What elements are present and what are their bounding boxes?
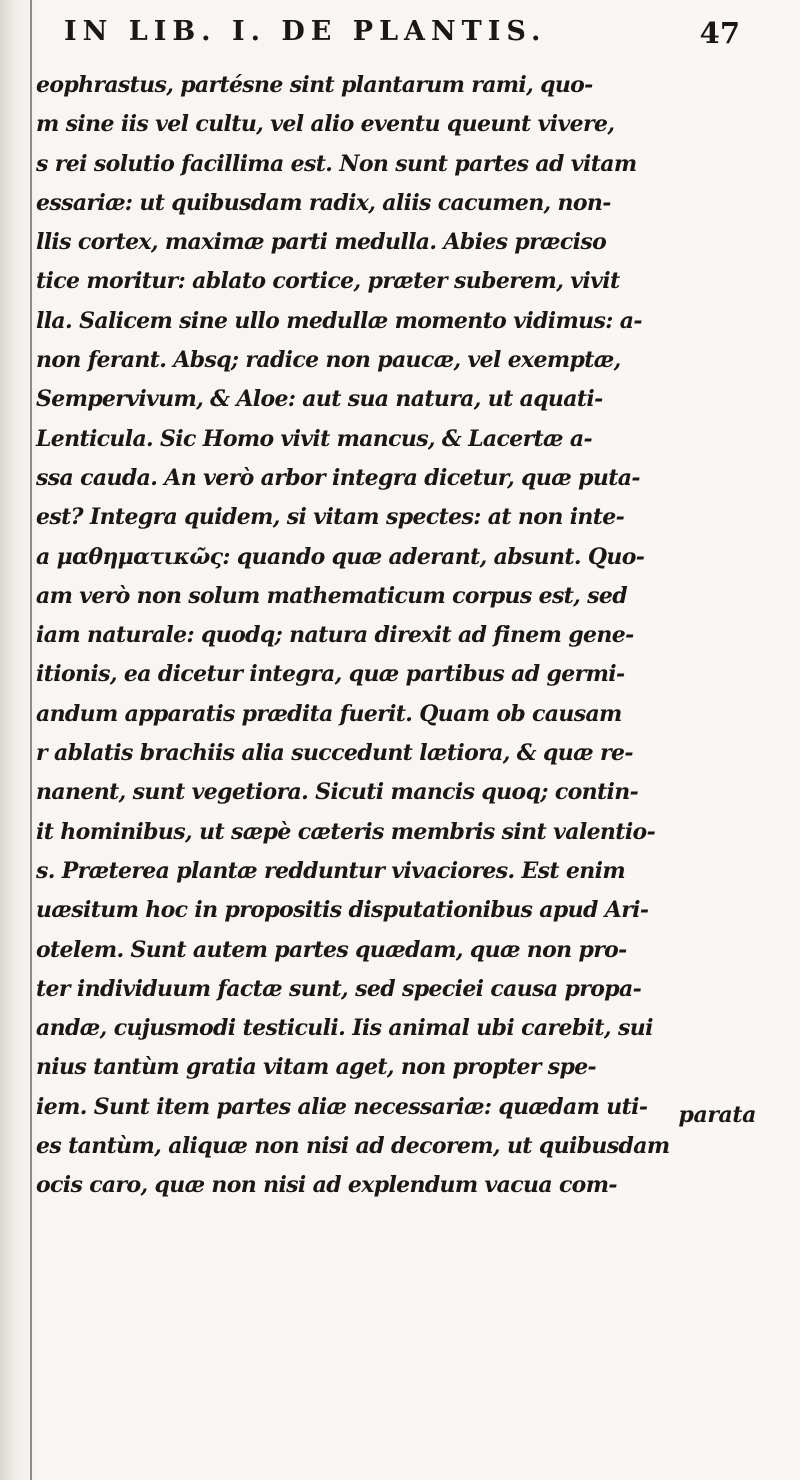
text-line: iam naturale: quodq; natura direxit ad finem gene- (36, 622, 634, 649)
text-line: non ferant. Absq; radice non paucæ, vel exemptæ, (36, 347, 621, 374)
text-line: m sine iis vel cultu, vel alio eventu queunt vivere, (36, 111, 615, 138)
text-line: nius tantùm gratia vitam aget, non propter spe- (36, 1054, 597, 1081)
text-line: am verò non solum mathematicum corpus est, sed (36, 582, 627, 609)
page-number: 47 (699, 16, 740, 50)
text-line: iem. Sunt item partes aliæ necessariæ: quædam uti- (36, 1093, 648, 1120)
text-line: r ablatis brachiis alia succedunt lætiora, & quæ re- (36, 740, 633, 767)
text-line: s. Præterea plantæ redduntur vivaciores. Est enim (36, 857, 625, 884)
text-line: es tantùm, aliquæ non nisi ad decorem, ut quibusdam (36, 1133, 670, 1160)
gutter-rule (30, 0, 32, 1480)
text-line: itionis, ea dicetur integra, quæ partibus ad germi- (36, 661, 625, 688)
text-line: Lenticula. Sic Homo vivit mancus, & Lacertæ a- (36, 425, 592, 452)
text-line: essariæ: ut quibusdam radix, aliis cacumen, non- (36, 189, 611, 216)
text-line: lla. Salicem sine ullo medullæ momento vidimus: a- (36, 307, 642, 334)
text-line: a μαθηματικῶς: quando quæ aderant, absunt. Quo- (36, 543, 645, 570)
text-line: ter individuum factæ sunt, sed speciei causa propa- (36, 975, 642, 1002)
text-line: s rei solutio facillima est. Non sunt partes ad vitam (36, 150, 637, 177)
text-line: it hominibus, ut sæpè cæteris membris sint valentio- (36, 818, 656, 845)
text-line: nanent, sunt vegetiora. Sicuti mancis quoq; contin- (36, 779, 639, 806)
text-line: llis cortex, maximæ parti medulla. Abies præciso (36, 229, 607, 256)
body-text (36, 66, 796, 1206)
text-line: uæsitum hoc in propositis disputationibus apud Ari- (36, 897, 649, 924)
text-line: eophrastus, partésne sint plantarum rami, quo- (36, 72, 593, 98)
text-line: andum apparatis prædita fuerit. Quam ob causam (36, 700, 622, 727)
text-line: Sempervivum, & Aloe: aut sua natura, ut aquati- (36, 386, 603, 413)
catchword: parata (678, 1102, 756, 1128)
running-head: IN LIB. I. DE PLANTIS. (64, 16, 547, 47)
page-header (56, 16, 776, 56)
gutter-shadow (0, 0, 22, 1480)
text-line: otelem. Sunt autem partes quædam, quæ non pro- (36, 936, 627, 963)
text-line: ssa cauda. An verò arbor integra dicetur, quæ puta- (36, 464, 640, 491)
text-line: tice moritur: ablato cortice, præter suberem, vivit (36, 268, 620, 295)
text-line: ocis caro, quæ non nisi ad explendum vacua com- (36, 1172, 617, 1199)
text-line: andæ, cujusmodi testiculi. Iis animal ubi carebit, sui (36, 1015, 653, 1042)
text-line: est? Integra quidem, si vitam spectes: at non inte- (36, 504, 625, 531)
